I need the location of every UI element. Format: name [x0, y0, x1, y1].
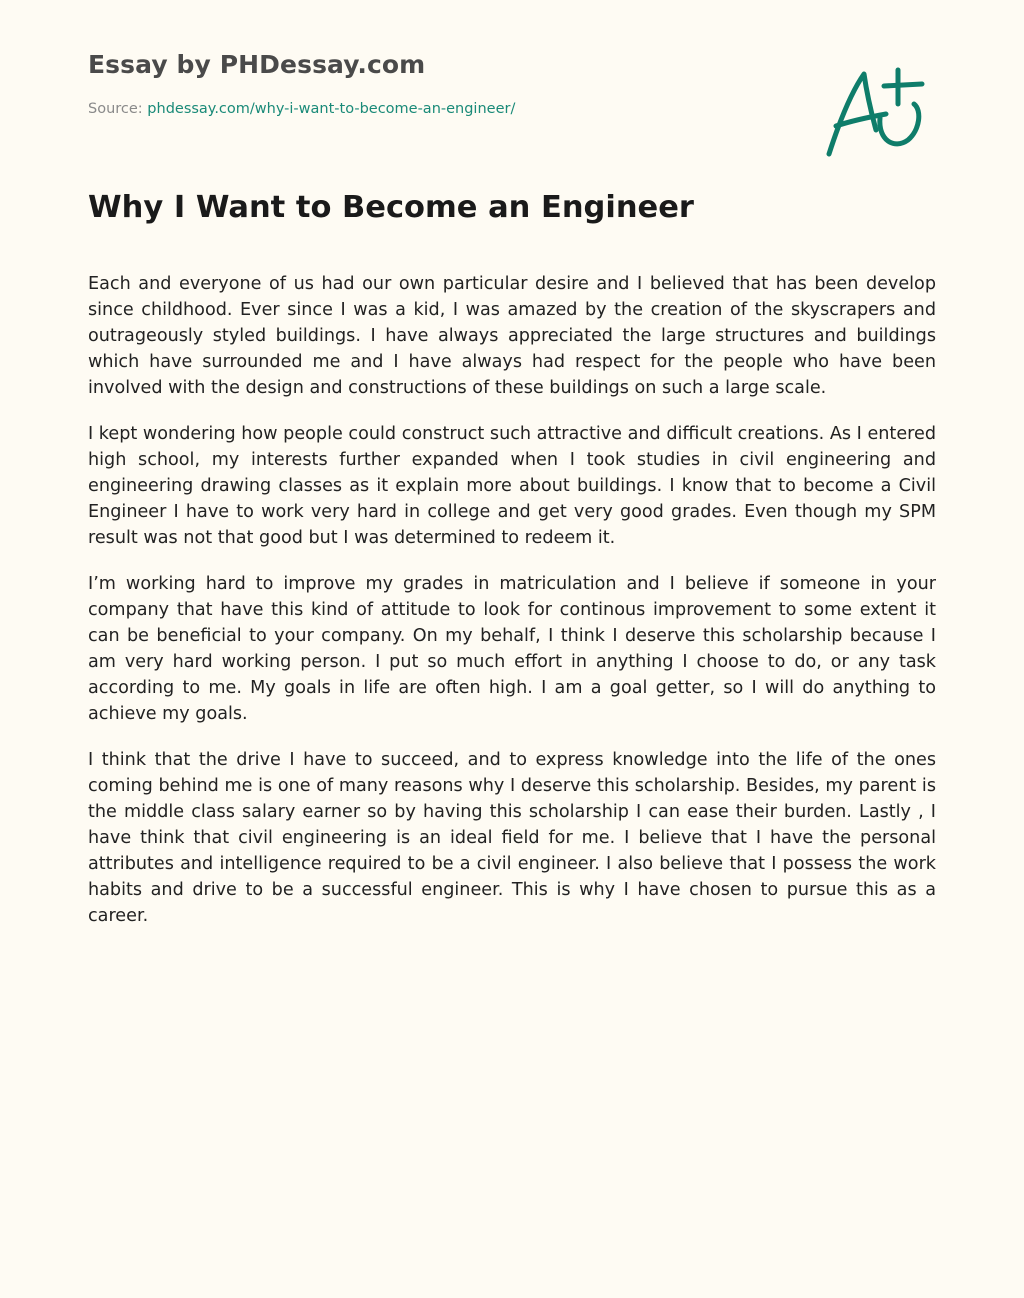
essay-body — [88, 271, 936, 949]
source-link[interactable]: phdessay.com/why-i-want-to-become-an-engineer/ — [147, 101, 516, 117]
essay-paragraph: I think that the drive I have to succeed, and to express knowledge into the life of the ones coming behind me is one of many reasons why I deserve this scholarship. Besides, my parent is the middle class salary earner so by having this scholarship I can ease their burden. Lastly , I have think that civil engineering is an ideal field for me. I believe that I have the personal attributes and intelligence required to be a civil engineer. I also believe that I possess the work habits and drive to be a successful engineer. This is why I have chosen to pursue this as a career. — [88, 750, 936, 926]
source-line — [88, 101, 515, 117]
source-label: Source: — [88, 101, 148, 117]
site-brand: Essay by PHDessay.com — [88, 50, 426, 79]
essay-paragraph: I kept wondering how people could construct such attractive and difficult creations. As I entered high school, my interests further expanded when I took studies in civil engineering and engineering drawing classes as it explain more about buildings. I know that to become a Civil Engineer I have to work very hard in college and get very good grades. Even though my SPM result was not that good but I was determined to redeem it. — [88, 424, 936, 548]
essay-title: Why I Want to Become an Engineer — [88, 190, 694, 225]
essay-paragraph: I’m working hard to improve my grades in matriculation and I believe if someone in your company that have this kind of attitude to look for continous improvement to some extent it can be beneficial to your company. On my behalf, I think I deserve this scholarship because I am very hard working person. I put so much effort in anything I choose to do, or any task according to me. My goals in life are often high. I am a goal getter, so I will do anything to achieve my goals. — [88, 574, 936, 724]
essay-paragraph: Each and everyone of us had our own particular desire and I believed that has been develop since childhood. Ever since I was a kid, I was amazed by the creation of the skyscrapers and outrageously styled buildings. I have always appreciated the large structures and buildings which have surrounded me and I have always had respect for the people who have been involved with the design and constructions of these buildings on such a large scale. — [88, 274, 936, 398]
a-plus-grade-icon — [820, 64, 930, 162]
